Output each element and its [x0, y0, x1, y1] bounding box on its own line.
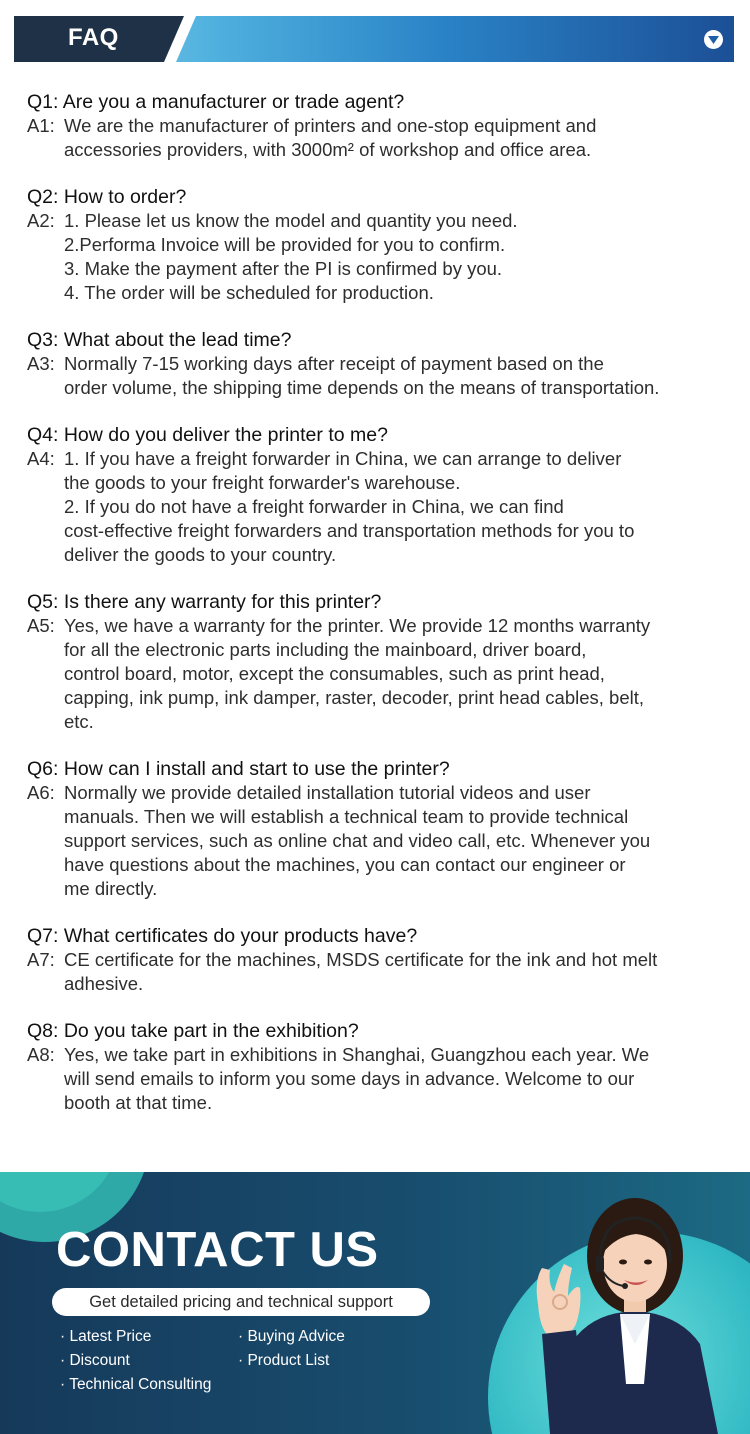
faq-answer-line: etc.: [64, 711, 94, 732]
faq-answer-line: Yes, we take part in exhibitions in Shanghai, Guangzhou each year. We: [64, 1044, 650, 1065]
faq-answer-body: [64, 948, 737, 996]
faq-answer-line: booth at that time.: [64, 1092, 213, 1113]
contact-tagline[interactable]: Get detailed pricing and technical support: [52, 1288, 430, 1316]
faq-answer-line: cost-effective freight forwarders and transportation methods for you to: [64, 520, 635, 541]
faq-item: [27, 90, 737, 162]
faq-question: Q5: Is there any warranty for this printer?: [27, 591, 382, 613]
faq-answer-line: Yes, we have a warranty for the printer. We provide 12 months warranty: [64, 615, 651, 636]
faq-answer-body: [64, 352, 737, 400]
faq-answer-body: [64, 1043, 737, 1115]
faq-answer-line: manuals. Then we will establish a technical team to provide technical: [64, 806, 629, 827]
faq-answer: [27, 1043, 737, 1115]
faq-answer: [27, 114, 737, 162]
contact-title: CONTACT US: [56, 1223, 379, 1277]
contact-item-latest-price: · Latest Price: [60, 1328, 152, 1345]
faq-question: Q2: How to order?: [27, 186, 187, 208]
faq-answer-line: control board, motor, except the consumables, such as print head,: [64, 663, 605, 684]
faq-answer: [27, 447, 737, 567]
faq-answer-line: order volume, the shipping time depends on the means of transportation.: [64, 377, 660, 398]
faq-answer-line: We are the manufacturer of printers and one-stop equipment and: [64, 115, 597, 136]
faq-item: [27, 924, 737, 996]
faq-answer-line: support services, such as online chat and video call, etc. Whenever you: [64, 830, 651, 851]
customer-service-agent-illustration: [520, 1184, 720, 1434]
faq-answer-line: accessories providers, with 3000m² of workshop and office area.: [64, 139, 592, 160]
faq-question: Q3: What about the lead time?: [27, 329, 292, 351]
chevron-down-icon[interactable]: [704, 30, 723, 49]
faq-answer-line: 2. If you do not have a freight forwarder in China, we can find: [64, 496, 564, 517]
faq-answer-line: Normally we provide detailed installation tutorial videos and user: [64, 782, 591, 803]
faq-answer: [27, 209, 737, 305]
faq-answer-label: A2:: [27, 210, 55, 231]
faq-answer-label: A1:: [27, 115, 55, 136]
faq-answer-line: for all the electronic parts including the mainboard, driver board,: [64, 639, 587, 660]
faq-answer-line: CE certificate for the machines, MSDS certificate for the ink and hot melt: [64, 949, 658, 970]
faq-list: [27, 90, 737, 1138]
faq-answer: [27, 781, 737, 901]
faq-answer-body: [64, 114, 737, 162]
faq-item: [27, 590, 737, 734]
faq-item: [27, 328, 737, 400]
faq-answer-line: 4. The order will be scheduled for production.: [64, 282, 434, 303]
faq-answer: [27, 948, 737, 996]
faq-answer-line: 2.Performa Invoice will be provided for you to confirm.: [64, 234, 506, 255]
faq-answer-line: 3. Make the payment after the PI is confirmed by you.: [64, 258, 503, 279]
faq-answer-line: the goods to your freight forwarder's warehouse.: [64, 472, 461, 493]
contact-item-technical-consulting: · Technical Consulting: [60, 1376, 212, 1393]
faq-answer-label: A5:: [27, 615, 55, 636]
faq-answer-body: [64, 447, 737, 567]
faq-header-bar: [14, 16, 734, 62]
faq-answer: [27, 614, 737, 734]
faq-item: [27, 757, 737, 901]
contact-banner: [0, 1172, 750, 1434]
faq-answer-label: A7:: [27, 949, 55, 970]
faq-item: [27, 185, 737, 305]
faq-answer-label: A8:: [27, 1044, 55, 1065]
contact-item-discount: · Discount: [60, 1352, 130, 1369]
faq-answer-line: have questions about the machines, you can contact our engineer or: [64, 854, 626, 875]
faq-question: Q6: How can I install and start to use the printer?: [27, 758, 450, 780]
faq-item: [27, 423, 737, 567]
faq-answer-line: me directly.: [64, 878, 158, 899]
contact-item-buying-advice: · Buying Advice: [238, 1328, 345, 1345]
faq-answer-body: [64, 781, 737, 901]
faq-question: Q1: Are you a manufacturer or trade agent?: [27, 91, 405, 113]
faq-answer-body: [64, 614, 737, 734]
faq-answer-line: capping, ink pump, ink damper, raster, decoder, print head cables, belt,: [64, 687, 645, 708]
faq-answer-line: 1. If you have a freight forwarder in China, we can arrange to deliver: [64, 448, 622, 469]
faq-answer-label: A4:: [27, 448, 55, 469]
faq-question: Q4: How do you deliver the printer to me?: [27, 424, 388, 446]
faq-question: Q8: Do you take part in the exhibition?: [27, 1020, 359, 1042]
faq-answer-line: deliver the goods to your country.: [64, 544, 337, 565]
faq-answer-line: Normally 7-15 working days after receipt of payment based on the: [64, 353, 604, 374]
faq-answer: [27, 352, 737, 400]
faq-answer-label: A6:: [27, 782, 55, 803]
faq-question: Q7: What certificates do your products have?: [27, 925, 418, 947]
contact-item-product-list: · Product List: [238, 1352, 330, 1369]
faq-answer-line: 1. Please let us know the model and quantity you need.: [64, 210, 518, 231]
faq-answer-body: [64, 209, 737, 305]
faq-answer-line: adhesive.: [64, 973, 144, 994]
faq-item: [27, 1019, 737, 1115]
faq-title: FAQ: [68, 24, 119, 51]
faq-answer-label: A3:: [27, 353, 55, 374]
faq-answer-line: will send emails to inform you some days in advance. Welcome to our: [64, 1068, 635, 1089]
